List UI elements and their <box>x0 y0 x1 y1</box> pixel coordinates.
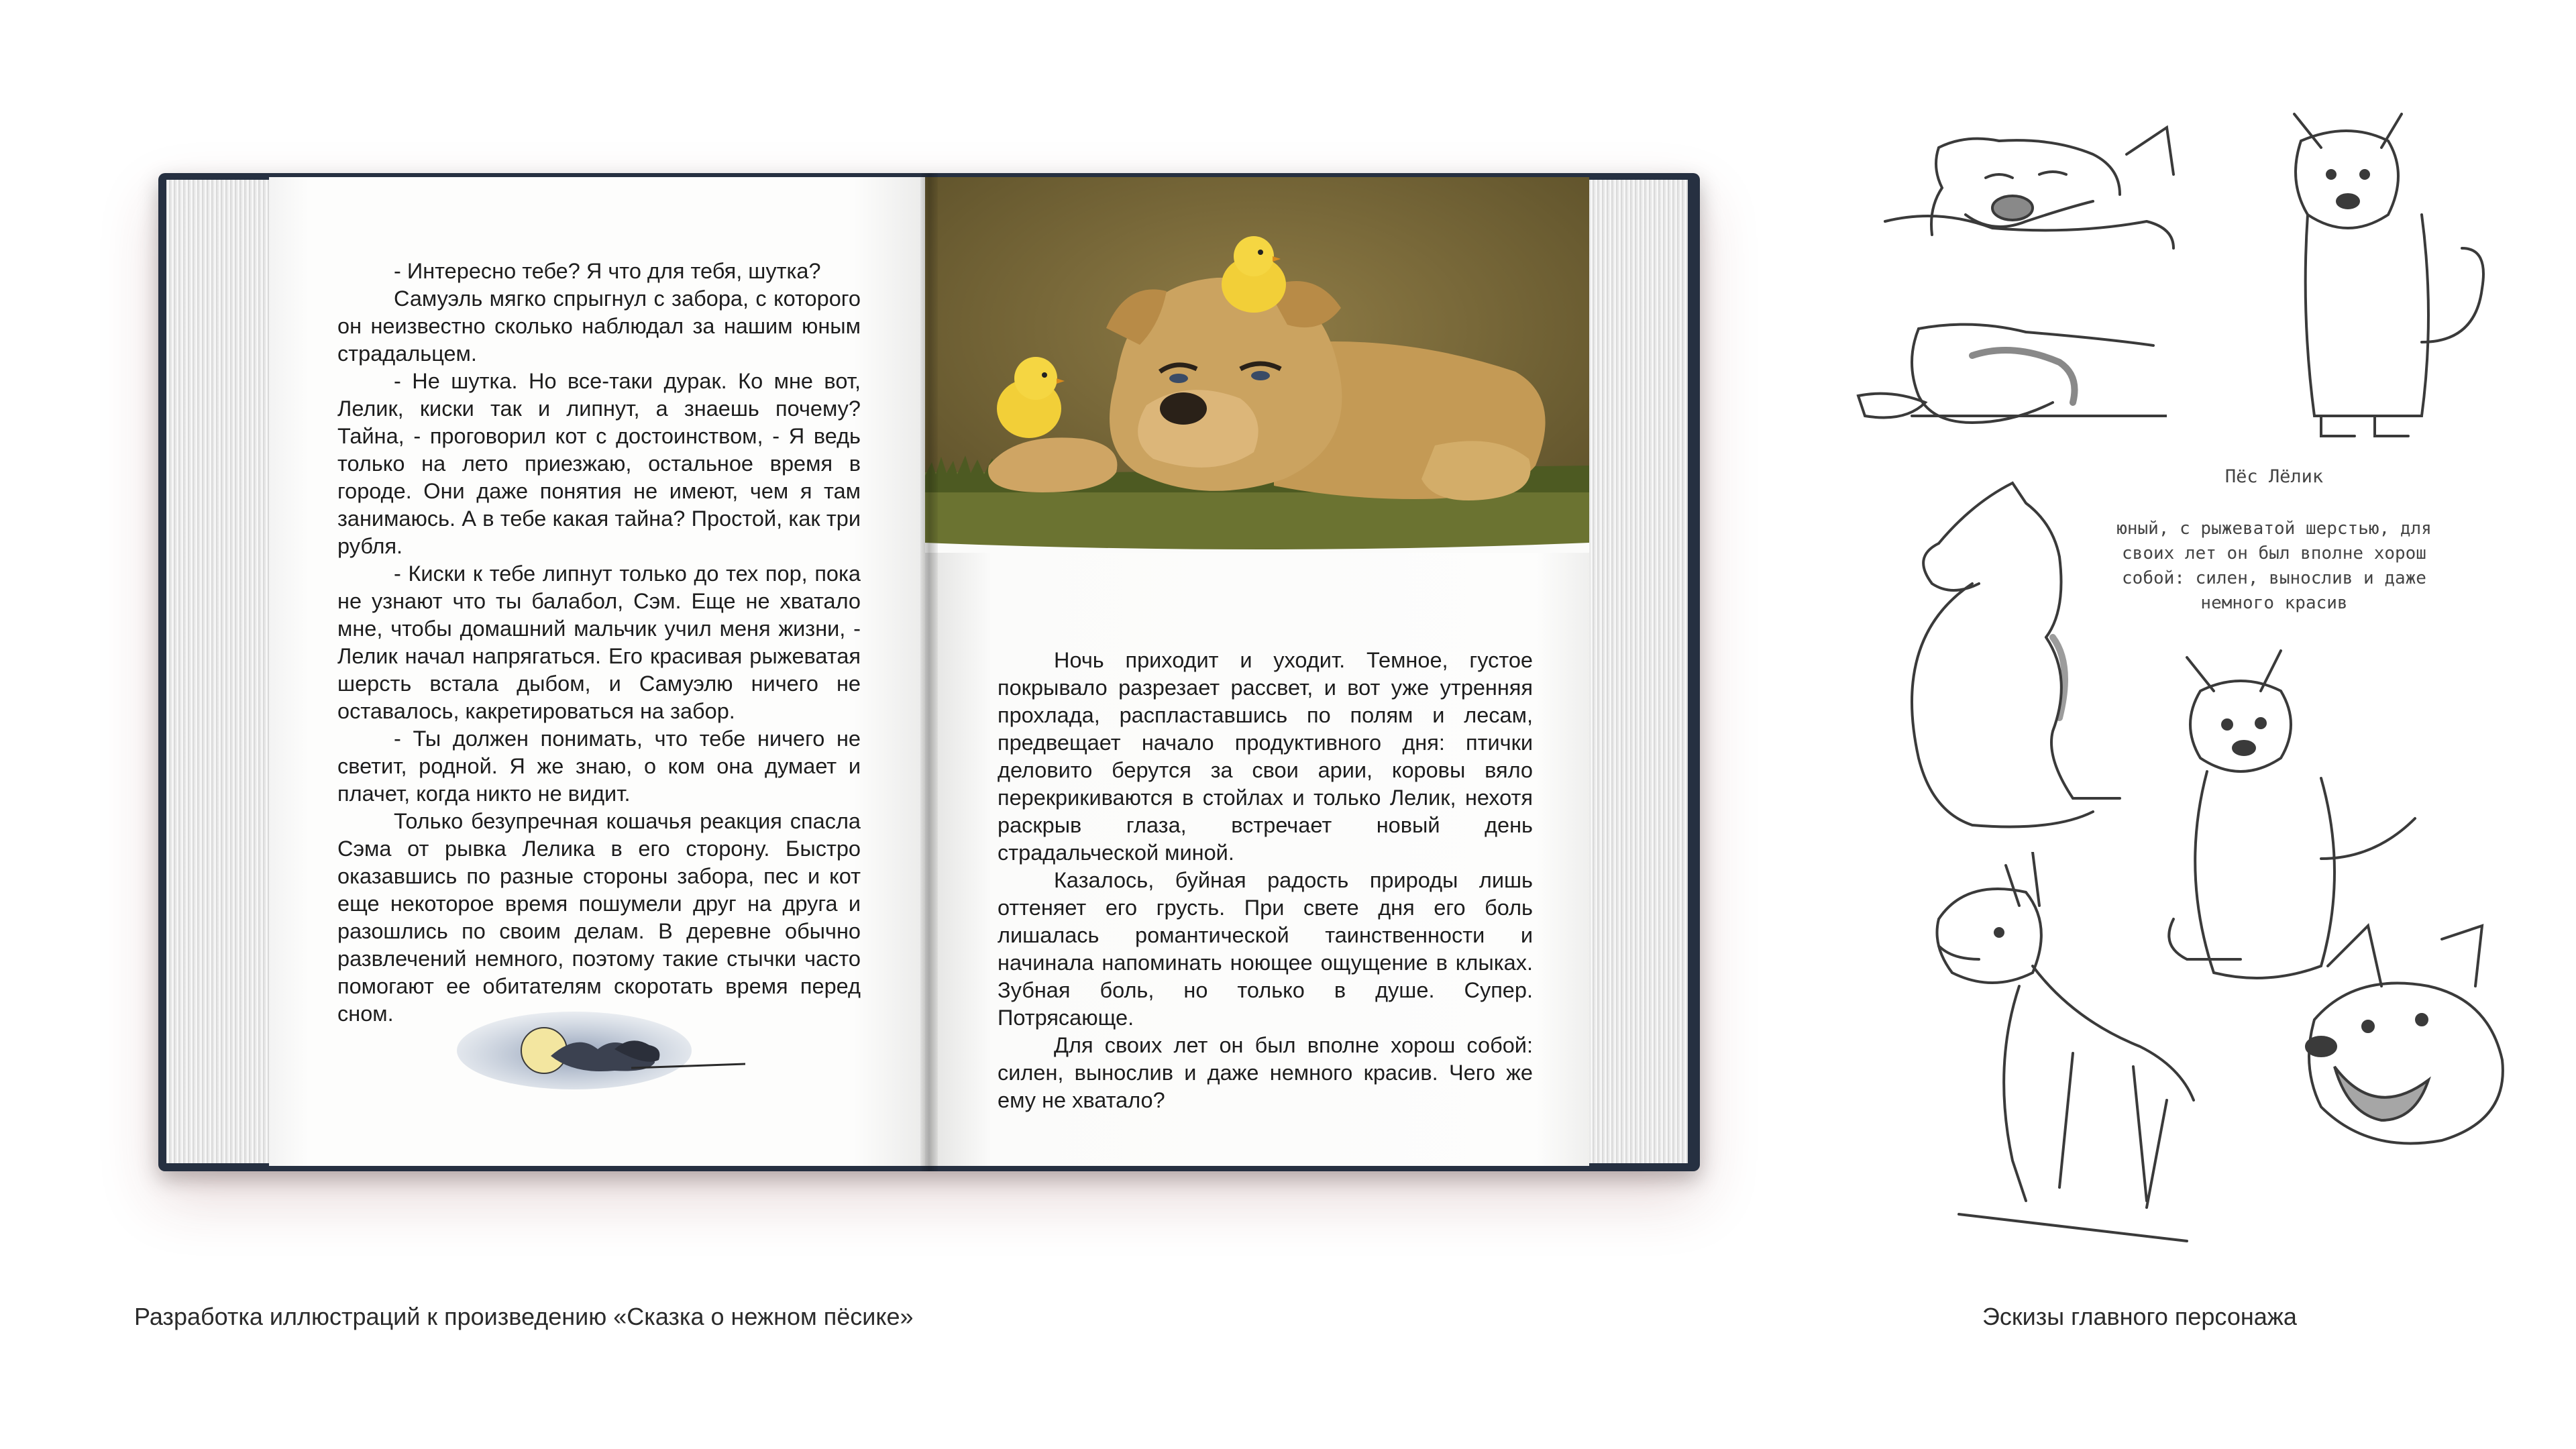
paragraph: - Интересно тебе? Я что для тебя, шутка? <box>394 259 821 283</box>
paragraph: Самуэль мягко спрыгнул с забора, с которого он неизвестно сколько наблюдал за нашим юным страдальцем. <box>337 286 861 366</box>
caption-character-sketches: Эскизы главного персонажа <box>1982 1303 2297 1330</box>
dog-with-chicks-illustration <box>925 177 1589 553</box>
left-page <box>269 177 933 1166</box>
sketch-dog-lying-head <box>1872 114 2220 282</box>
right-page-text <box>998 647 1533 1114</box>
caption-book-illustrations: Разработка иллюстраций к произведению «Сказка о нежном пёсике» <box>134 1303 914 1330</box>
sketch-title: Пёс Лёлик <box>2224 466 2324 487</box>
sketch-dog-head-down <box>1851 315 2167 443</box>
right-page <box>925 177 1589 1166</box>
sketch-dog-sitting-side <box>1898 470 2140 832</box>
sketch-dog-standing <box>1919 852 2200 1254</box>
paragraph: Для своих лет он был вполне хорош собой: силен, вынослив и даже немного красив. Чего же ему не хватало? <box>998 1033 1533 1112</box>
book-gutter <box>920 173 938 1171</box>
sketch-dog-happy-head <box>2288 919 2529 1161</box>
paragraph: - Ты должен понимать, что тебе ничего не светит, родной. Я же знаю, о ком она думает и плачет, когда никто не видит. <box>337 727 861 806</box>
sketch-description: юный, с рыжеватой шерстью, для своих лет он был вполне хорош собой: силен, вынослив и даже немного красив <box>2116 519 2432 613</box>
paragraph: - Киски к тебе липнут только до тех пор, пока не узнают что ты балабол, Сэм. Еще не хватало мне, чтобы домашний мальчик учил меня жизни, - Лелик начал напрягаться. Его красивая рыжеватая шерсть встала дыбом, и Самуэлю ничего не оставалось, какретироваться на забор. <box>337 561 861 723</box>
page-stack-right <box>1580 180 1688 1163</box>
paragraph: Казалось, буйная радость природы лишь оттеняет его грусть. При свете дня его боль лишалась романтической таинственности и начинала напоминать ноющее ощущение в клыках. Зубная боль, но только в душе. Супер. Потрясающе. <box>998 868 1533 1030</box>
open-book <box>158 173 1700 1171</box>
paragraph: - Не шутка. Но все-таки дурак. Ко мне вот, Лелик, киски так и липнут, а знаешь почему? Тайна, - проговорил кот с достоинством, - Я ведь только на лето приезжаю, остальное время в городе. Они даже понятия не имеют, чем я там занимаюсь. А в тебе какая тайна? Простой, как три рубля. <box>337 369 861 558</box>
moon-cloud-illustration <box>450 1002 745 1096</box>
page-stack-left <box>166 180 274 1163</box>
left-page-text <box>337 258 861 1028</box>
paragraph: Только безупречная кошачья реакция спасла Сэма от рывка Лелика в его сторону. Быстро оказавшись по разные стороны забора, пес и кот еще некоторое время пошумели друг на друга и разошлись по своим делам. В деревне обычно развлечений немного, поэтому такие стычки часто помогают ее обитателям скоротать время перед сном. <box>337 809 861 1026</box>
paragraph: Ночь приходит и уходит. Темное, густое покрывало разрезает рассвет, и вот уже утренняя прохлада, распластавшись по полям и лесам, предвещает начало продуктивного дня: птички деловито берутся за свои арии, коровы вяло перекрикиваются в стойлах и только Лелик, нехотя раскрыв глаза, встречает новый день страдальческой миной. <box>998 648 1533 865</box>
sketch-dog-sitting-front <box>2274 101 2502 449</box>
